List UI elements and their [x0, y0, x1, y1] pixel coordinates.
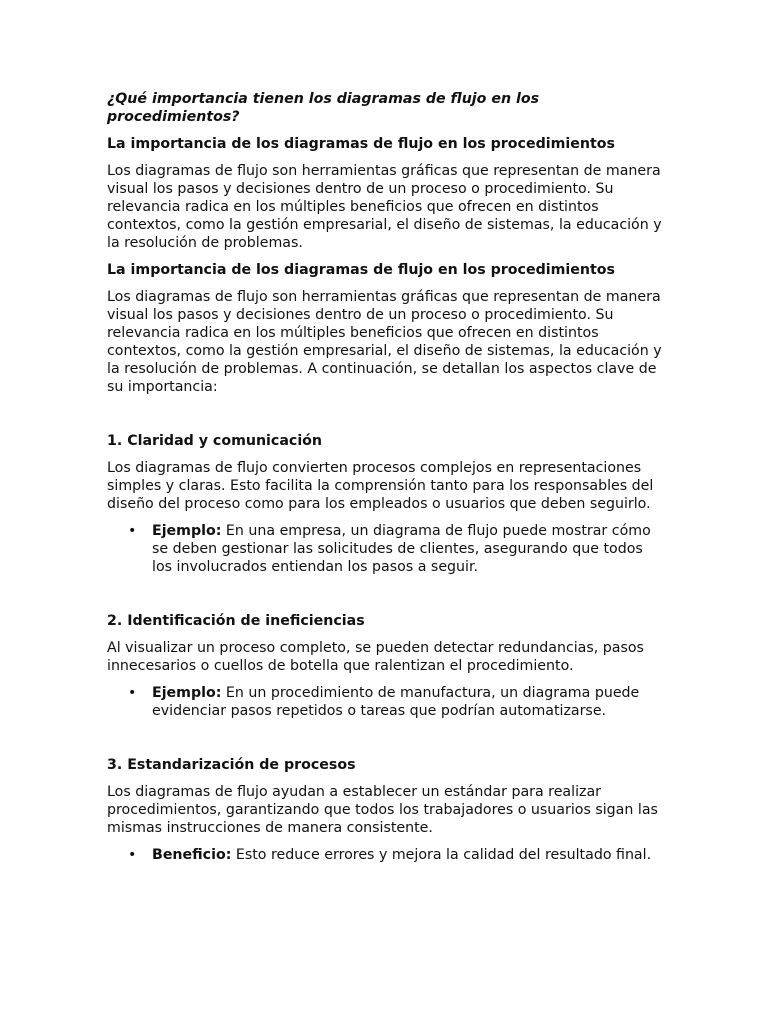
bullet-label: Ejemplo:: [152, 523, 222, 539]
bullet-text: Esto reduce errores y mejora la calidad del resultado final.: [231, 847, 652, 863]
bullet-list: [107, 684, 667, 720]
bullet-icon: •: [128, 523, 137, 539]
section-heading-ineficiencias: 2. Identificación de ineficiencias: [107, 613, 365, 629]
bullet-text: En una empresa, un diagrama de flujo puede mostrar cómo se deben gestionar las solicitudes de clientes, asegurando que todos los involucrados entiendan los pasos a seguir.: [152, 523, 651, 575]
bullet-label: Ejemplo:: [152, 685, 222, 701]
bullet-label: Beneficio:: [152, 847, 232, 863]
section-paragraph-ineficiencias: Al visualizar un proceso completo, se pueden detectar redundancias, pasos innecesarios o cuellos de botella que ralentizan el procedimiento.: [107, 640, 644, 674]
main-heading: La importancia de los diagramas de flujo en los procedimientos: [107, 262, 615, 278]
intro-heading: La importancia de los diagramas de flujo en los procedimientos: [107, 136, 615, 152]
bullet-icon: •: [128, 685, 137, 701]
section-heading-claridad: 1. Claridad y comunicación: [107, 433, 323, 449]
list-item: [107, 522, 667, 576]
bullet-list: [107, 846, 667, 864]
section-paragraph-claridad: Los diagramas de flujo convierten procesos complejos en representaciones simples y claras. Esto facilita la comprensión tanto para los responsables del diseño del proceso como para los empleados o usuarios que deben seguirlo.: [107, 460, 654, 512]
section-paragraph-estandarizacion: Los diagramas de flujo ayudan a establecer un estándar para realizar procedimientos, garantizando que todos los trabajadores o usuarios sigan las mismas instrucciones de manera consistente.: [107, 784, 658, 836]
list-item: [107, 684, 667, 720]
main-paragraph: Los diagramas de flujo son herramientas gráficas que representan de manera visual los pasos y decisiones dentro de un proceso o procedimiento. Su relevancia radica en los múltiples beneficios que ofrecen en distintos contextos, como la gestión empresarial, el diseño de sistemas, la educación y la resolución de problemas. A continuación, se detallan los aspectos clave de su importancia:: [107, 289, 662, 395]
question-title: ¿Qué importancia tienen los diagramas de flujo en los procedimientos?: [107, 91, 540, 125]
bullet-icon: •: [128, 847, 137, 863]
intro-paragraph: Los diagramas de flujo son herramientas gráficas que representan de manera visual los pasos y decisiones dentro de un proceso o procedimiento. Su relevancia radica en los múltiples beneficios que ofrecen en distintos contextos, como la gestión empresarial, el diseño de sistemas, la educación y la resolución de problemas.: [107, 163, 662, 251]
document-page: [107, 90, 667, 873]
bullet-text: En un procedimiento de manufactura, un diagrama puede evidenciar pasos repetidos o tareas que podrían automatizarse.: [152, 685, 640, 719]
bullet-list: [107, 522, 667, 576]
section-heading-estandarizacion: 3. Estandarización de procesos: [107, 757, 356, 773]
list-item: [107, 846, 667, 864]
